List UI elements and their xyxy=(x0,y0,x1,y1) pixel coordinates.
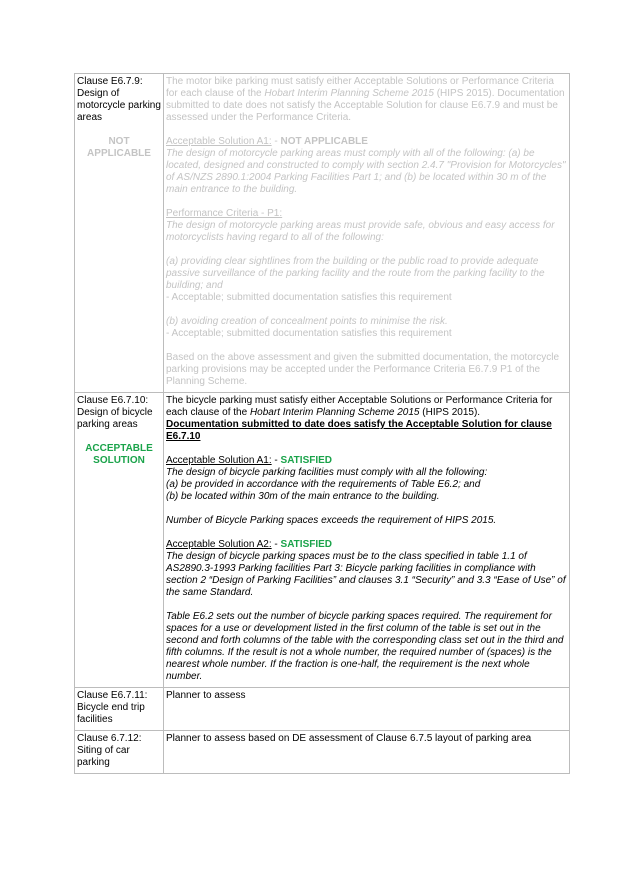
clause-cell xyxy=(75,688,164,731)
assessment-cell xyxy=(164,74,570,393)
table-row xyxy=(75,74,570,393)
a1-item-a: (a) be provided in accordance with the requirements of Table E6.2; and xyxy=(166,479,481,490)
table-row xyxy=(75,731,570,774)
table-e6-2-note: Table E6.2 sets out the number of bicycle parking spaces required. The requirement for spaces for a use or development listed in the first column of the table is set out in the second and forth columns of the table with the corresponding class set out in the third and fifth columns. If the result is not a whole number, the required number of (spaces) is the nearest whole number. If the fraction is one-half, the requirement is the next whole number. xyxy=(166,611,564,682)
a1-item-b: (b) be located within 30m of the main entrance to the building. xyxy=(166,491,440,502)
assessment-cell xyxy=(164,731,570,774)
assessment-text: Planner to assess based on DE assessment of Clause 6.7.5 layout of parking area xyxy=(166,733,532,744)
acceptable-solution-a1: Acceptable Solution A1: - SATISFIED xyxy=(166,455,333,466)
status-label: ACCEPTABLE SOLUTION xyxy=(85,443,153,466)
documentation-statement: Documentation submitted to date does satisfy the Acceptable Solution for clause E6.7.10 xyxy=(166,419,552,442)
clause-cell xyxy=(75,74,164,393)
status-label: NOT APPLICABLE xyxy=(87,136,151,159)
clause-cell xyxy=(75,731,164,774)
p1-item-a-note: - Acceptable; submitted documentation satisfies this requirement xyxy=(166,292,452,303)
intro-text: The bicycle parking must satisfy either Acceptable Solutions or Performance Criteria for each clause of the Hobart Interim Planning Scheme 2015 (HIPS 2015). xyxy=(166,395,553,418)
intro-text: The motor bike parking must satisfy either Acceptable Solutions or Performance Criteria for each clause of the Hobart Interim Planning Scheme 2015 (HIPS 2015). Documentation submitted to date does not satisfy the Acceptable Solution for clause E6.7.9 and must be assessed under the Performance Criteria. xyxy=(166,76,565,123)
clause-label: Clause E6.7.11: Bicycle end trip facilities xyxy=(77,690,148,725)
a1-note: Number of Bicycle Parking spaces exceeds the requirement of HIPS 2015. xyxy=(166,515,497,526)
performance-criteria-p1: Performance Criteria - P1: xyxy=(166,208,283,219)
a1-requirement: The design of bicycle parking facilities must comply with all the following: xyxy=(166,467,488,478)
assessment-cell xyxy=(164,393,570,688)
p1-item-a: (a) providing clear sightlines from the building or the public road to provide adequate passive surveillance of the parking facility and the route from the parking facility to the building; and xyxy=(166,256,545,291)
table-row xyxy=(75,393,570,688)
status-badge: NOT APPLICABLE xyxy=(280,136,368,147)
table-row xyxy=(75,688,570,731)
assessment-cell xyxy=(164,688,570,731)
clause-assessment-table xyxy=(74,73,570,774)
a1-requirement: The design of motorcycle parking areas must comply with all of the following: (a) be located, designed and constructed to comply with section 2.4.7 "Provision for Motorcycles" of AS/NZS 2890.1:2004 Parking Facilities Part 1; and (b) be located within 30 m of the main entrance to the building. xyxy=(166,148,566,195)
p1-item-b: (b) avoiding creation of concealment points to minimise the risk. xyxy=(166,316,448,327)
clause-label: Clause E6.7.10: Design of bicycle parking areas xyxy=(77,395,153,430)
status-badge: SATISFIED xyxy=(280,539,333,550)
clause-label: Clause E6.7.9: Design of motorcycle parking areas xyxy=(77,76,161,123)
conclusion-text: Based on the above assessment and given the submitted documentation, the motorcycle parking provisions may be accepted under the Performance Criteria E6.7.9 P1 of the Planning Scheme. xyxy=(166,352,560,387)
clause-label: Clause 6.7.12: Siting of car parking xyxy=(77,733,142,768)
clause-cell xyxy=(75,393,164,688)
acceptable-solution-a1: Acceptable Solution A1: - NOT APPLICABLE xyxy=(166,136,368,147)
p1-item-b-note: - Acceptable; submitted documentation satisfies this requirement xyxy=(166,328,452,339)
a2-requirement: The design of bicycle parking spaces must be to the class specified in table 1.1 of AS2890.3-1993 Parking facilities Part 3: Bicycle parking facilities in compliance with section 2 “Design of Parking Facilities” and clauses 3.1 “Security” and 3.3 “Ease of Use” of the same Standard. xyxy=(166,551,566,598)
acceptable-solution-a2: Acceptable Solution A2: - SATISFIED xyxy=(166,539,333,550)
assessment-text: Planner to assess xyxy=(166,690,246,701)
p1-requirement: The design of motorcycle parking areas must provide safe, obvious and easy access for motorcyclists having regard to all of the following: xyxy=(166,220,555,243)
status-badge: SATISFIED xyxy=(280,455,333,466)
